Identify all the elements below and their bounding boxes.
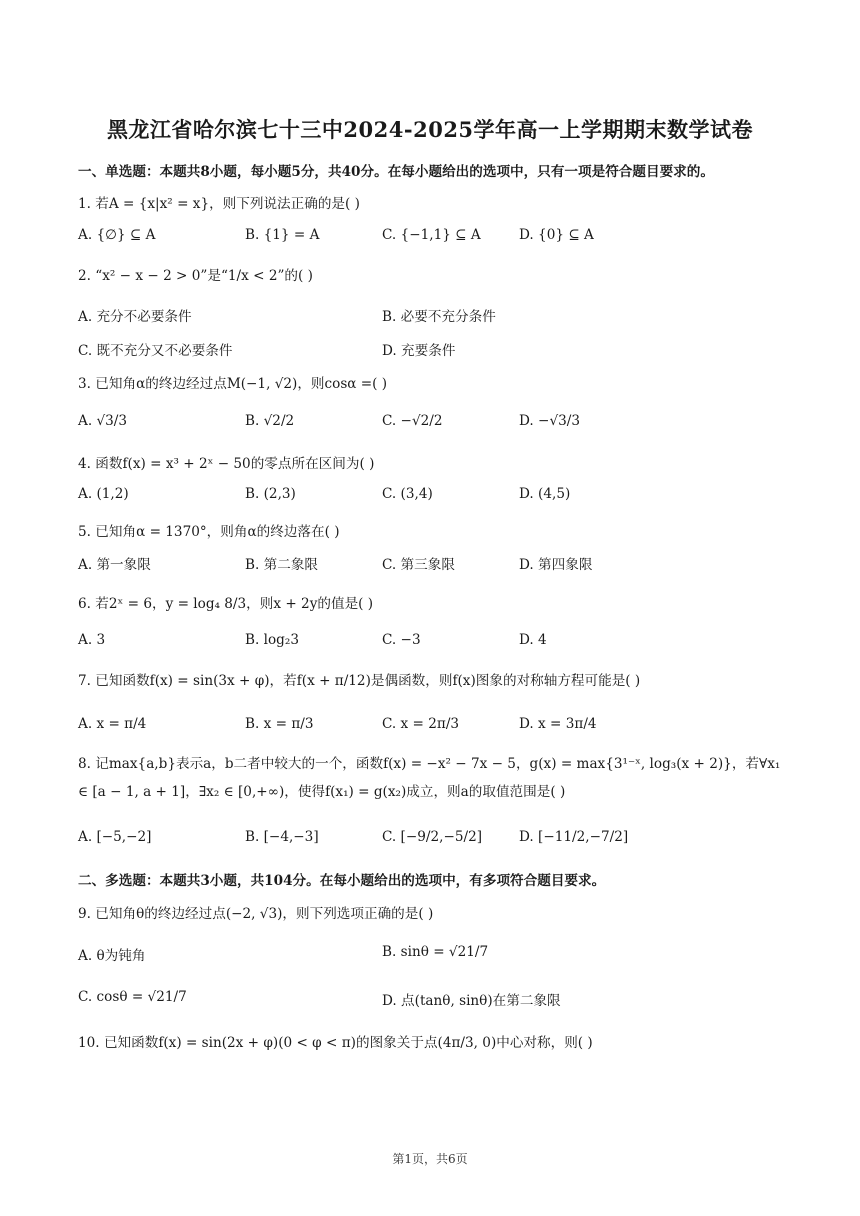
question-10: 10. 已知函数f(x) = sin(2x + φ)(0 < φ < π)的图象关于点(4π/3, 0)中心对称，则( ) (78, 1035, 593, 1051)
q1-option-b: B. {1} = A (245, 227, 320, 243)
q1-option-a: A. {∅} ⊆ A (78, 227, 156, 243)
q7-option-c: C. x = 2π/3 (382, 716, 460, 732)
q5-option-d: D. 第四象限 (519, 557, 593, 573)
q9-option-b: B. sinθ = √21/7 (382, 944, 489, 960)
q8-option-d: D. [−11/2,−7/2] (519, 829, 629, 845)
question-8: 8. 记max{a,b}表示a，b二者中较大的一个，函数f(x) = −x² − 7x − 5，g(x) = max{3¹⁻ˣ, log₃(x + 2)}，若∀x₁ ∈ [a − 1, a + 1]，∃x₂ ∈ [0,+∞)，使得f(x₁) = g(x₂)成立，则a的取值范围是( ) (78, 756, 781, 800)
q4-option-c: C. (3,4) (382, 486, 433, 502)
question-9: 9. 已知角θ的终边经过点(−2, √3)，则下列选项正确的是( ) (78, 906, 434, 922)
q7-option-a: A. x = π/4 (78, 716, 147, 732)
q8-option-a: A. [−5,−2] (78, 829, 152, 845)
q5-option-c: C. 第三象限 (382, 557, 455, 573)
q2-option-d: D. 充要条件 (382, 343, 456, 359)
q3-option-a: A. √3/3 (78, 413, 127, 429)
question-6: 6. 若2ˣ = 6，y = log₄ 8/3，则x + 2y的值是( ) (78, 596, 374, 612)
q5-option-a: A. 第一象限 (78, 557, 151, 573)
q4-option-a: A. (1,2) (78, 486, 129, 502)
q2-option-c: C. 既不充分又不必要条件 (78, 343, 233, 359)
question-2: 2. “x² − x − 2 > 0”是“1/x < 2”的( ) (78, 268, 313, 284)
q5-option-b: B. 第二象限 (245, 557, 319, 573)
q4-option-d: D. (4,5) (519, 486, 571, 502)
question-4: 4. 函数f(x) = x³ + 2ˣ − 50的零点所在区间为( ) (78, 456, 375, 472)
question-3: 3. 已知角α的终边经过点M(−1, √2)，则cosα =( ) (78, 376, 388, 392)
q6-option-c: C. −3 (382, 632, 421, 648)
page-footer: 第1页，共6页 (392, 1152, 468, 1166)
q3-option-d: D. −√3/3 (519, 413, 580, 429)
q6-option-d: D. 4 (519, 632, 547, 648)
question-7: 7. 已知函数f(x) = sin(3x + φ)，若f(x + π/12)是偶函数，则f(x)图象的对称轴方程可能是( ) (78, 673, 641, 689)
q9-option-c: C. cosθ = √21/7 (78, 989, 187, 1005)
q7-option-d: D. x = 3π/4 (519, 716, 597, 732)
q8-option-c: C. [−9/2,−5/2] (382, 829, 483, 845)
q9-option-a: A. θ为钝角 (78, 948, 146, 964)
section-multi-choice: 二、多选题：本题共3小题，共104分。在每小题给出的选项中，有多项符合题目要求。 (78, 873, 606, 889)
q1-option-c: C. {−1,1} ⊆ A (382, 227, 481, 243)
q2-option-b: B. 必要不充分条件 (382, 309, 496, 325)
q1-option-d: D. {0} ⊆ A (519, 227, 594, 243)
section-single-choice: 一、单选题：本题共8小题，每小题5分，共40分。在每小题给出的选项中，只有一项是符合题目要求的。 (78, 164, 714, 180)
page-title: 黑龙江省哈尔滨七十三中2024-2025学年高一上学期期末数学试卷 (106, 117, 754, 142)
q3-option-c: C. −√2/2 (382, 413, 443, 429)
question-5: 5. 已知角α = 1370°，则角α的终边落在( ) (78, 524, 340, 540)
q6-option-b: B. log₂3 (245, 632, 299, 648)
question-1: 1. 若A = {x|x² = x}，则下列说法正确的是( ) (78, 196, 360, 212)
q8-option-b: B. [−4,−3] (245, 829, 319, 845)
q4-option-b: B. (2,3) (245, 486, 296, 502)
q6-option-a: A. 3 (78, 632, 106, 648)
q9-option-d: D. 点(tanθ, sinθ)在第二象限 (382, 993, 561, 1009)
q2-option-a: A. 充分不必要条件 (78, 309, 192, 325)
q7-option-b: B. x = π/3 (245, 716, 314, 732)
q3-option-b: B. √2/2 (245, 413, 295, 429)
